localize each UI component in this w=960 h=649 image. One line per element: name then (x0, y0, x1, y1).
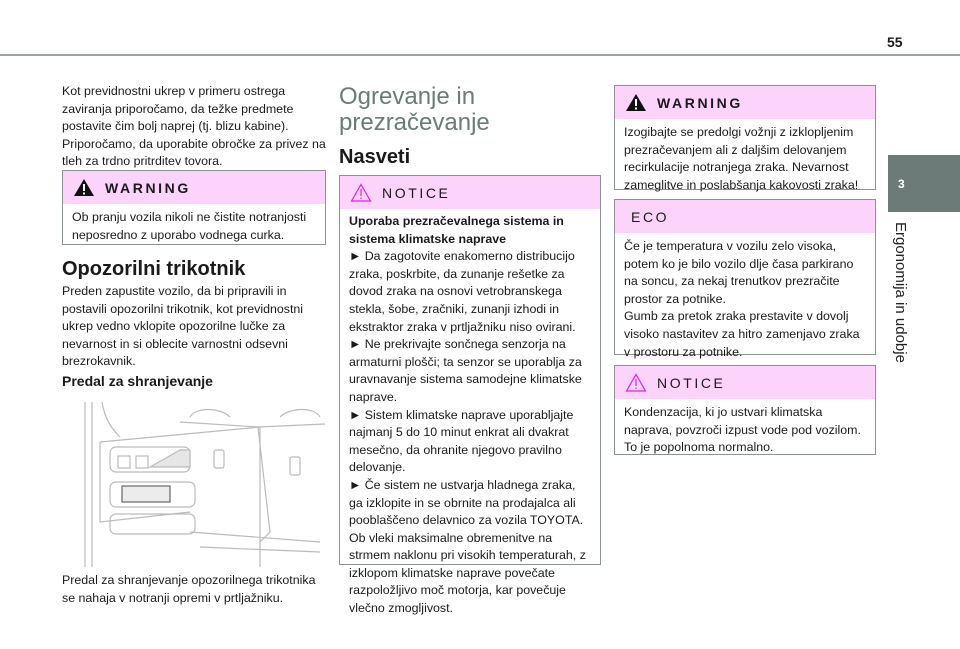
page-number: 55 (887, 34, 903, 50)
eco-box (614, 199, 876, 359)
notice-icon (625, 373, 647, 392)
intro-paragraph: Kot previdnostni ukrep v primeru ostrega zaviranja priporočamo, da težke predmete postavite čim bolj naprej (tj. blizu kabine). Priporočamo, da uporabite obročke za privez na tleh za trdno pritrditev tovora. (62, 84, 326, 169)
warning-text: Izogibajte se predolgi vožnji z izklopljenim prezračevanjem ali z daljšim delovanjem recirkulacije notranjega zraka. Nevarnost zameglitve in poslabšanja kakovosti zraka! (624, 125, 859, 192)
warning-header (615, 86, 875, 119)
section-heading: Opozorilni trikotnik (62, 258, 246, 280)
nasveti-heading: Nasveti (339, 146, 411, 168)
notice-item: ► Sistem klimatske naprave uporabljajte najmanj 5 do 10 minut enkrat ali dvakrat mesečno, da ohranite njegovo pravilno delovanje. (349, 407, 574, 475)
warning-text: Ob pranju vozila nikoli ne čistite notranjosti neposredno z uporabo vodnega curka. (72, 210, 307, 242)
notice-label: NOTICE (657, 374, 726, 391)
eco-text: Če je temperatura v vozilu zelo visoka, potem ko je bilo vozilo dlje časa parkirano na soncu, za nekaj trenutkov prezračite prostor za potnike. (624, 239, 854, 306)
notice-icon (350, 183, 372, 202)
notice-item: Ob vleki maksimalne obremenitve na strmem naklonu pri visokih temperaturah, z izklopom klimatske naprave povečate razpoložljivo moč motorja, kar povečuje vlečno zmogljivost. (349, 530, 586, 616)
notice-item: ► Da zagotovite enakomerno distribucijo zraka, poskrbite, da zunanje rešetke za dovod zraka na osnovi vetrobranskega stekla, šobe, zračniki, zunanji izhodi in ekstraktor zraka v prtljažniku niso ovirani. (349, 249, 576, 334)
notice-label: NOTICE (382, 184, 451, 201)
notice-item: ► Če sistem ne ustvarja hladnega zraka, ga izklopite in se obrnite na prodajalca ali pooblaščeno delavnico za vozila TOYOTA. (349, 477, 584, 528)
page-title: Ogrevanje in prezračevanje (339, 83, 490, 136)
notice-box (339, 175, 601, 616)
section-paragraph: Preden zapustite vozilo, da bi pripravili in postavili opozorilni trikotnik, kot previdnostni ukrep vedno vklopite opozorilne lučke za nevarnost in si oblecite varnostni odsevni brezrokavnik. (62, 284, 304, 369)
chapter-tab[interactable]: 3 (888, 155, 960, 212)
notice-header (340, 176, 600, 209)
header-rule (0, 54, 960, 56)
trunk-storage-illustration (80, 402, 325, 567)
eco-text: Gumb za pretok zraka prestavite v dovolj visoko nastavitev za hitro zamenjavo zraka v prostoru za potnike. (624, 309, 860, 359)
warning-header (63, 171, 325, 204)
notice-text: Kondenzacija, ki jo ustvari klimatska naprava, povzroči izpust vode pod vozilom. To je popolnoma normalno. (624, 405, 861, 455)
image-caption: Predal za shranjevanje opozorilnega trikotnika se nahaja v notranji opremi v prtljažniku. (62, 573, 316, 605)
notice-item: ► Ne prekrivajte sončnega senzorja na armaturni plošči; ta senzor se uporablja za uravnavanje sistema samodejne klimatske naprave. (349, 337, 582, 404)
notice-title: Uporaba prezračevalnega sistema in sistema klimatske naprave (349, 214, 564, 246)
warning-label: WARNING (105, 179, 191, 196)
chapter-title: Ergonomija in udobje (892, 222, 909, 363)
eco-header: ECO (615, 200, 875, 233)
warning-icon (625, 93, 647, 112)
notice-header (615, 366, 875, 399)
subheading: Predal za shranjevanje (62, 373, 213, 389)
warning-box (62, 170, 326, 245)
notice-box-condensation (614, 365, 876, 455)
warning-box-ventilation (614, 85, 876, 190)
warning-label: WARNING (657, 94, 743, 111)
warning-icon (73, 178, 95, 197)
